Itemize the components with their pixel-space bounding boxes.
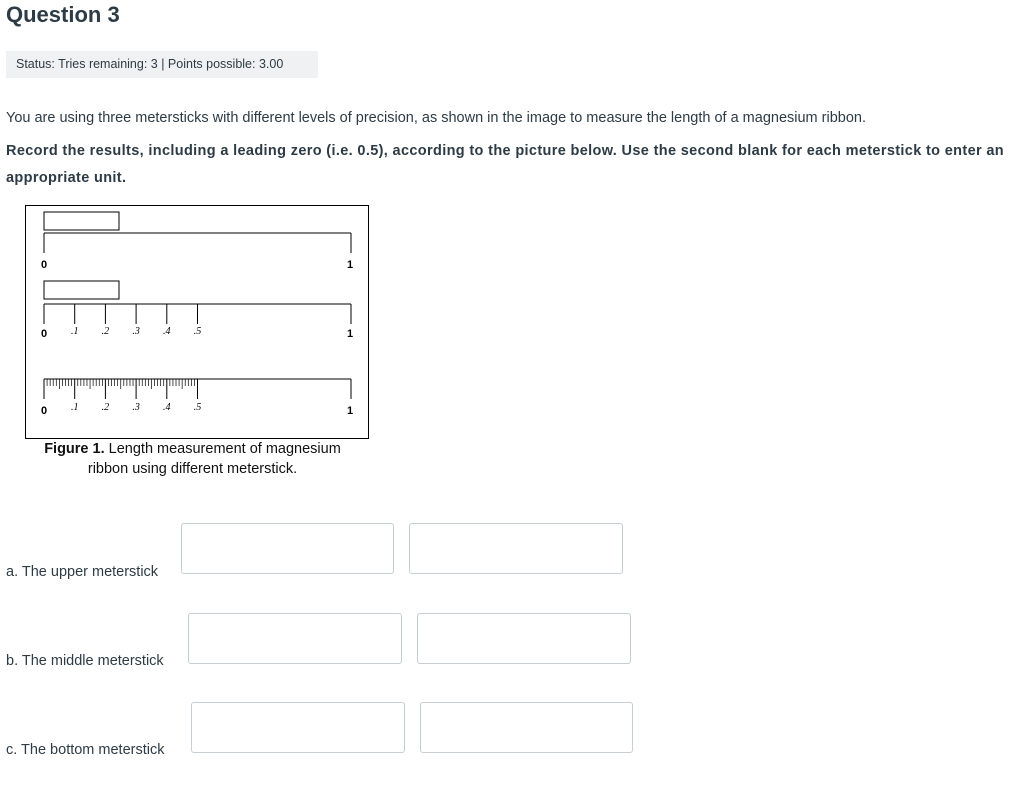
upper-ribbon bbox=[44, 212, 119, 230]
middle-end-label-0: 0 bbox=[40, 328, 48, 340]
middle-ribbon bbox=[44, 281, 119, 299]
middle-tick-label: .4 bbox=[163, 326, 171, 337]
bottom-meterstick bbox=[41, 379, 353, 417]
middle-tick-label: .1 bbox=[70, 326, 79, 337]
question-intro: You are using three metersticks with different levels of precision, as shown in the image to measure the length of a magnesium ribbon. bbox=[6, 110, 866, 126]
upper-meterstick bbox=[41, 212, 353, 271]
bottom-tick-label: .4 bbox=[163, 402, 171, 413]
middle-end-label-1: 1 bbox=[346, 328, 354, 340]
middle-tick-label: .3 bbox=[132, 326, 140, 337]
bottom-value-input[interactable] bbox=[191, 702, 405, 753]
upper-end-label-0: 0 bbox=[40, 259, 48, 271]
question-instruction: Record the results, including a leading zero (i.e. 0.5), according to the picture below. Use the second blank for each meterstick to enter an appropriate unit. bbox=[6, 143, 1004, 186]
middle-tick-label: .5 bbox=[193, 326, 202, 337]
status-bar: Status: Tries remaining: 3 | Points possible: 3.00 bbox=[6, 51, 318, 78]
question-title: Question 3 bbox=[6, 2, 120, 27]
caption-text: Length measurement of magnesium ribbon using different meterstick. bbox=[87, 441, 341, 477]
figure-caption bbox=[30, 439, 355, 479]
upper-unit-input[interactable] bbox=[409, 523, 623, 574]
bottom-end-label-0: 0 bbox=[40, 405, 48, 417]
bottom-tick-label: .2 bbox=[101, 402, 110, 413]
bottom-end-label-1: 1 bbox=[346, 405, 354, 417]
meterstick-figure bbox=[25, 205, 369, 439]
upper-end-label-1: 1 bbox=[346, 259, 354, 271]
upper-value-input[interactable] bbox=[181, 523, 394, 574]
middle-value-input[interactable] bbox=[188, 613, 402, 664]
answer-label-bottom: c. The bottom meterstick bbox=[6, 742, 165, 758]
bottom-tick-label: .1 bbox=[70, 402, 79, 413]
bottom-tick-label: .3 bbox=[132, 402, 140, 413]
bottom-unit-input[interactable] bbox=[420, 702, 633, 753]
bottom-tick-label: .5 bbox=[193, 402, 202, 413]
caption-label: Figure 1. bbox=[44, 441, 105, 457]
middle-meterstick bbox=[41, 281, 353, 340]
answer-label-upper: a. The upper meterstick bbox=[6, 564, 159, 580]
middle-tick-label: .2 bbox=[101, 326, 110, 337]
answer-label-middle: b. The middle meterstick bbox=[6, 653, 164, 669]
middle-unit-input[interactable] bbox=[417, 613, 631, 664]
